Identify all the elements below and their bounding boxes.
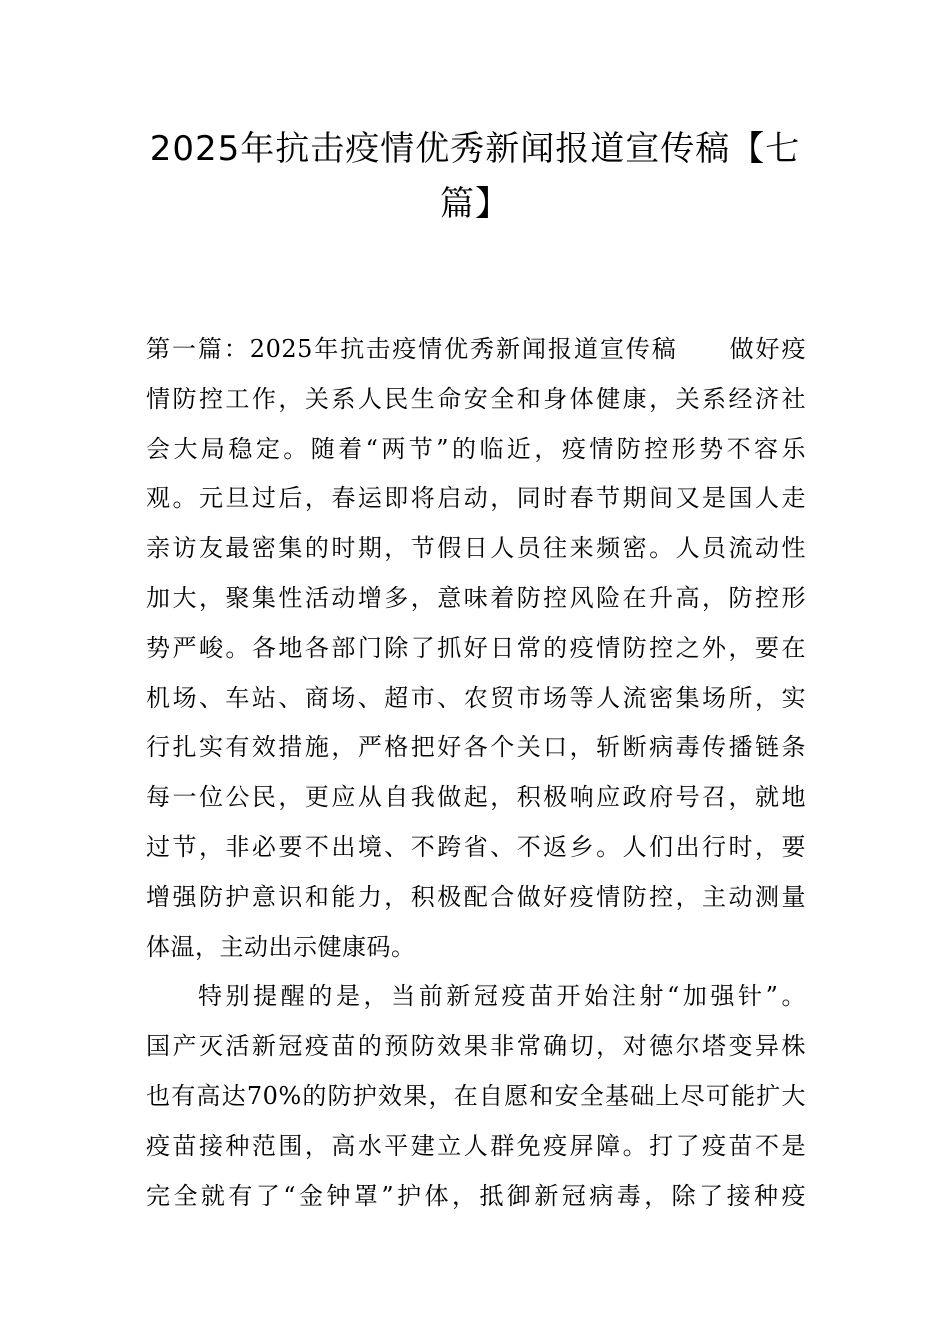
paragraph-line: 体温，主动出示健康码。	[146, 932, 416, 961]
paragraph-line: 特别提醒的是，当前新冠疫苗开始注射“加强针”。	[198, 982, 806, 1011]
paragraph-line: 完全就有了“金钟罩”护体，抵御新冠病毒，除了接种疫	[146, 1181, 806, 1210]
paragraph-line: 增强防护意识和能力，积极配合做好疫情防控，主动测量	[146, 882, 806, 911]
paragraph-line: 加大，聚集性活动增多，意味着防控风险在升高，防控形	[146, 583, 806, 612]
paragraph-line: 行扎实有效措施，严格把好各个关口，斩断病毒传播链条	[146, 733, 806, 762]
paragraph-line: 势严峻。各地各部门除了抓好日常的疫情防控之外，要在	[146, 633, 806, 662]
paragraph-2	[146, 972, 806, 1221]
paragraph-line: 国产灭活新冠疫苗的预防效果非常确切，对德尔塔变异株	[146, 1032, 806, 1061]
title-line: 2025年抗击疫情优秀新闻报道宣传稿【七	[149, 129, 801, 169]
paragraph-line: 机场、车站、商场、超市、农贸市场等人流密集场所，实	[146, 683, 806, 712]
paragraph-line: 观。元旦过后，春运即将启动，同时春节期间又是国人走	[146, 484, 806, 513]
paragraph-line: 过节，非必要不出境、不跨省、不返乡。人们出行时，要	[146, 832, 806, 861]
document-title	[140, 122, 810, 232]
paragraph-line: 每一位公民，更应从自我做起，积极响应政府号召，就地	[146, 783, 806, 812]
paragraph-line: 也有高达70%的防护效果，在自愿和安全基础上尽可能扩大	[146, 1081, 806, 1110]
title-line: 篇】	[440, 184, 510, 224]
paragraph-line: 会大局稳定。随着“两节”的临近，疫情防控形势不容乐	[146, 434, 806, 463]
paragraph-line: 亲访友最密集的时期，节假日人员往来频密。人员流动性	[146, 534, 806, 563]
paragraph-line: 情防控工作，关系人民生命安全和身体健康，关系经济社	[146, 384, 806, 413]
paragraph-line: 第一篇：2025年抗击疫情优秀新闻报道宣传稿 做好疫	[146, 335, 806, 363]
document-body	[146, 325, 806, 1221]
paragraph-line: 疫苗接种范围，高水平建立人群免疫屏障。打了疫苗不是	[146, 1131, 806, 1160]
paragraph-1	[146, 325, 806, 972]
